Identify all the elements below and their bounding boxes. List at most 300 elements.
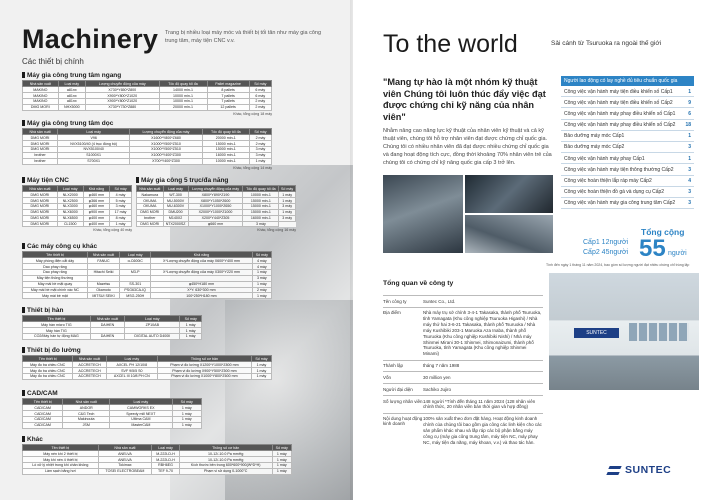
table-cell: 10000 min-1: [243, 192, 279, 198]
table-cell: 17 máy: [110, 209, 132, 215]
total-unit: người: [668, 250, 687, 257]
table-cell: 1 máy: [272, 468, 291, 474]
table-row: [23, 221, 132, 227]
company-info-value: 148 người *Tính đến tháng 11 năm 2024 (128 nhân viên chính thức, 20 nhân viên bán thời gian và hợp đồng): [423, 398, 536, 410]
table-cell: 16000 min-1: [243, 215, 279, 221]
table-header-cell: Số máy: [249, 81, 271, 87]
table-cell: DMG MORI: [23, 135, 58, 141]
qualification-label: Công việc hoàn thiện lắp ráp máy Cấp2: [564, 178, 652, 184]
table-cell: CAD/CAM: [23, 416, 63, 422]
table-cell: PSG63CA-IQ: [120, 287, 151, 293]
table-cell: ACCRETECH: [73, 373, 106, 379]
table-cell: X200*Y440*Z305: [188, 215, 243, 221]
company-info-row: [383, 395, 543, 413]
table-cell: DMG MORI: [23, 209, 58, 215]
qualification-label: Công việc vận hành máy tiện điều khiển số Cấp2: [564, 99, 673, 106]
table-cell: DMG MORI: [23, 192, 58, 198]
left-header: [22, 24, 158, 66]
table-cell: MU-6300V: [163, 203, 188, 209]
table-cell: 1 máy: [251, 373, 271, 379]
table-cell: DMG MORI: [23, 104, 59, 110]
table-cell: 1 máy: [252, 269, 271, 275]
company-info-key: Nội dung hoạt động kinh doanh: [383, 416, 423, 427]
qualification-label: Công việc hoàn thiện đồ gá và dụng cụ Cấp2: [564, 189, 665, 196]
table-header-cell: Số máy: [110, 186, 132, 192]
table-cell: NLX2000: [57, 192, 83, 198]
qualification-label: Công việc vận hành máy tiện thông thường Cấp2: [564, 166, 674, 173]
qualification-count: 18: [685, 122, 691, 129]
qualification-count: 3: [688, 166, 691, 173]
table-cell: MSG-250H: [120, 293, 151, 299]
section-title: CAD/CAM: [22, 390, 202, 397]
table-header-cell: Nhà sản xuất: [98, 445, 152, 451]
building-windows: [629, 323, 689, 341]
qualification-count: 3: [688, 144, 691, 151]
qualification-count: 3: [688, 189, 691, 196]
table-cell: 15000 min-1: [202, 141, 249, 147]
qualification-item: [561, 176, 694, 187]
table-cell: CAD/CAM: [23, 411, 63, 417]
table-cell: X730*Y730*Z880: [86, 104, 160, 110]
company-info-value: tháng 7 năm 1988: [423, 363, 460, 369]
table-cell: 10000 min-1: [202, 158, 249, 164]
table-cell: φ460 mm: [83, 203, 109, 209]
table-cell: SS-301: [120, 281, 151, 287]
table-cell: 1 máy: [279, 192, 296, 198]
right-page: [353, 0, 706, 500]
table-cell: a81nx: [58, 98, 85, 104]
table-cell: 1 máy: [180, 333, 202, 339]
table-cell: Phạm vi đo lường X1200*Y1000*Z800 mm: [157, 362, 251, 368]
table-cell: 1 máy: [180, 322, 202, 328]
table-cell: α-C600iC: [120, 258, 151, 264]
qualification-item: [561, 164, 694, 175]
section-measurement: [22, 347, 272, 380]
table-cell: Dao phay răng: [23, 264, 88, 270]
workshop-photos: [383, 175, 553, 253]
table-header-cell: Thông số cơ bản: [157, 356, 251, 362]
table-cell: 1 máy: [279, 198, 296, 204]
qualification-count: 1: [688, 155, 691, 162]
table-header-cell: Nhà sản xuất: [87, 252, 119, 258]
table-cell: Máy hàn TIG: [23, 328, 91, 334]
suntec-logo-text: SUNTEC: [625, 464, 672, 476]
table-cell: M140X2: [163, 215, 188, 221]
section-cnc-lathe: [22, 177, 132, 232]
table-cell: Phạm vi đo lường X1000*Y800*Z600 mm: [157, 373, 251, 379]
table-cell: 3 máy: [279, 215, 296, 221]
table-cell: 3 máy: [249, 146, 271, 152]
table-cell: DMG MORI: [137, 209, 164, 215]
table-cell: 1 máy: [251, 362, 271, 368]
table-cell: DMG MORI: [23, 221, 58, 227]
section-welding: [22, 307, 202, 340]
table-cell: NVX5100/40 (4 trục đồng bộ): [58, 141, 130, 147]
table-cell: Máy đo ba chiều CNC: [23, 373, 73, 379]
table-cell: 1 máy: [272, 451, 291, 457]
table-row: [23, 333, 202, 339]
table-cell: 1 máy: [272, 457, 291, 463]
table-cell: DMG MORI: [23, 198, 58, 204]
qualification-item: [561, 86, 694, 97]
table-cell: ZP10AB: [125, 322, 180, 328]
table-cell: CAD/CAM: [23, 422, 63, 428]
table-cell: Máy hàn micro TIG: [23, 322, 91, 328]
table-cell: 16000 min-1: [202, 152, 249, 158]
company-building-photo: [549, 273, 699, 390]
table-cell: NLX6000: [57, 209, 83, 215]
table-cell: 20000 min-1: [159, 104, 207, 110]
table-cell: 1 máy: [172, 422, 201, 428]
building-sign: SUNTEC: [574, 328, 619, 338]
table-cell: φ450*H180 mm: [151, 281, 252, 287]
table-header-cell: Lượng chuyển động của máy: [130, 129, 202, 135]
table-cell: DIGITAL AUTO D400II: [125, 333, 180, 339]
equipment-table: [22, 398, 202, 429]
table-cell: 10000 min-1: [159, 98, 207, 104]
table-cell: 7 pallets: [207, 93, 249, 99]
table-cell: MAKINO: [23, 87, 59, 93]
total-label: Tổng cộng: [641, 227, 685, 237]
table-cell: X1600*Y800*Z680: [130, 135, 202, 141]
table-cell: OKUMA: [137, 198, 164, 204]
table-header-cell: Nhà sản xuất: [23, 186, 58, 192]
table-cell: X730*Y650*Z800: [86, 87, 160, 93]
equipment-table: [22, 315, 202, 340]
table-cell: NLX3000: [57, 203, 83, 209]
table-header-cell: Loại máy: [120, 252, 151, 258]
table-cell: MAKINO: [23, 93, 59, 99]
table-header-cell: Số máy: [172, 399, 201, 405]
company-info-row: [383, 307, 543, 360]
table-cell: M-222LD-H: [152, 457, 180, 463]
table-cell: 15000 min-1: [243, 203, 279, 209]
table-cell: AXCEL PH 12/10/8: [106, 362, 157, 368]
qualification-count: 4: [688, 178, 691, 184]
table-header-cell: Thông số cơ bản: [179, 445, 272, 451]
total-qualified: [561, 227, 694, 262]
table-header-cell: Tốc độ quay tối đa: [202, 129, 249, 135]
table-cell: DMG MORI: [23, 141, 58, 147]
table-cell: a81nx: [58, 93, 85, 99]
table-cell: Phạm vi đo lường X900*Y500*Z500 mm: [157, 368, 251, 374]
company-info-key: Người đại diện: [383, 386, 413, 392]
equipment-table: [22, 355, 272, 380]
table-cell: X1000*Y500*Z510: [130, 146, 202, 152]
table-cell: C&G Tech: [63, 411, 110, 417]
qualification-count: 1: [688, 88, 691, 95]
table-cell: MasterCAM: [110, 422, 172, 428]
table-cell: CL1500: [57, 221, 83, 227]
table-cell: ACCRETECH: [73, 368, 106, 374]
qualification-item: [561, 108, 694, 119]
equipment-table: [22, 128, 272, 165]
table-cell: 1 máy: [180, 328, 202, 334]
qualification-item: [561, 198, 694, 209]
qualification-label: Bảo dưỡng máy móc Cấp1: [564, 133, 625, 140]
table-cell: CAD/CAM: [23, 405, 63, 411]
table-cell: NVX5100/40: [58, 146, 130, 152]
table-cell: 1 máy: [172, 405, 201, 411]
right-subtitle: Sải cánh từ Tsuruoka ra ngoài thế giới: [551, 40, 662, 47]
table-cell: Phạm vi sử dụng 0-1000°C: [179, 468, 272, 474]
table-cell: FANUC: [87, 258, 119, 264]
table-cell: 8 pallets: [207, 87, 249, 93]
table-cell: Máy phóng điện cắt dây: [23, 258, 88, 264]
table-header-cell: Nhà sản xuất: [23, 129, 58, 135]
page-title: Machinery: [22, 24, 159, 54]
as-of-note: Tính đến ngày 1 tháng 11 năm 2024, bao gồm số lượng người đạt nhiều chứng chỉ trùng lặp: [546, 263, 690, 267]
table-cell: 5 máy: [110, 198, 132, 204]
table-cell: 4 máy: [110, 192, 132, 198]
table-cell: 12 pallets: [207, 104, 249, 110]
section-note: Khác, tổng cộng 16 máy: [257, 228, 296, 233]
table-cell: TEF 9-70: [152, 468, 180, 474]
table-cell: 3 máy: [249, 152, 271, 158]
section-title: Các máy công cụ khác: [22, 243, 272, 250]
table-cell: JSM: [63, 422, 110, 428]
table-cell: Máy nén khí 2 thiết bị: [23, 451, 99, 457]
total-level2: Cấp2 45người: [583, 249, 629, 256]
table-cell: X1000*Y1000*Z650: [188, 203, 243, 209]
photo-machining: [465, 175, 553, 213]
table-cell: φ366 mm: [83, 198, 109, 204]
table-cell: V96: [58, 135, 130, 141]
table-row: [23, 468, 292, 474]
table-cell: DMG MORI: [23, 203, 58, 209]
table-header-cell: Nhà sản xuất: [137, 186, 164, 192]
section-title: Thiết bị hàn: [22, 307, 202, 314]
section-cadcam: [22, 390, 202, 429]
table-header-cell: Pallet magazine: [207, 81, 249, 87]
table-header-cell: Số máy: [180, 316, 202, 322]
table-cell: a81nx: [58, 87, 85, 93]
qualification-label: Công việc vận hành máy tiện điều khiển số Cấp1: [564, 88, 673, 95]
equipment-table: [136, 185, 296, 227]
table-cell: 15000 min-1: [202, 146, 249, 152]
table-header-cell: Loại máy: [58, 129, 130, 135]
table-cell: 2 máy: [249, 135, 271, 141]
table-cell: 1 máy: [110, 221, 132, 227]
table-cell: brother: [137, 215, 164, 221]
table-cell: Lò xử lý nhiệt trong khí chân không: [23, 462, 99, 468]
section-title: Máy tiện CNC: [22, 177, 132, 184]
qualification-count: 6: [688, 110, 691, 117]
table-cell: 20000 min-1: [202, 135, 249, 141]
table-cell: 3 máy: [279, 203, 296, 209]
table-cell: X*Y: 630*300 mm: [151, 287, 252, 293]
company-info-row: [383, 295, 543, 307]
table-cell: DAIHEN: [90, 333, 124, 339]
table-cell: 10-12/-10.0 Pa mmHg: [179, 457, 272, 463]
qualification-list: [561, 76, 694, 209]
table-cell: 8 máy: [110, 215, 132, 221]
qualification-label: Công việc vận hành máy phay Cấp1: [564, 155, 645, 162]
table-cell: brother: [23, 152, 58, 158]
table-cell: 3 máy: [110, 203, 132, 209]
table-cell: 6 máy: [249, 87, 271, 93]
table-cell: Hitachi Seiki: [87, 269, 119, 275]
table-cell: X1000*Y400*Z300: [130, 152, 202, 158]
section-title: Máy gia công trung tâm ngang: [22, 72, 272, 79]
company-overview-title: Tổng quan về công ty: [383, 280, 454, 287]
table-cell: X1000*Y500*Z510: [130, 141, 202, 147]
table-header-cell: Số máy: [252, 252, 271, 258]
suntec-logo-mark-icon: [607, 466, 622, 475]
qualification-label: Công việc vận hành máy phay điều khiển số Cấp2: [564, 122, 676, 129]
table-cell: DMG MORI: [137, 221, 164, 227]
total-level1: Cấp1 12người: [583, 239, 629, 246]
company-info-value: 100% sản xuất theo đơn đặt hàng. Hoạt động kinh doanh chính của chúng tôi bao gồm gia công các linh kiện cho các sản phẩm khác nhau và lắp ráp các bộ phận bằng máy công cụ (máy gia công trung tâm, máy tiện NC, máy phay NC, máy tiện đa năng, máy khoan, v.v.) và thao tác hàn.: [423, 416, 542, 445]
table-cell: 1 máy: [172, 411, 201, 417]
table-cell: MU-5000V: [163, 198, 188, 204]
table-cell: OKUMA: [137, 203, 164, 209]
table-cell: Speedy mill NEXT: [110, 411, 172, 417]
section-title: Máy gia công trung tâm dọc: [22, 120, 272, 127]
table-cell: Mazetsu: [87, 281, 119, 287]
company-info-key: Số lượng nhân viên: [383, 398, 423, 404]
table-cell: X*Lượng chuyển động của máy X300*Y220 mm: [151, 269, 252, 275]
table-header-cell: Số máy: [272, 445, 291, 451]
table-header-cell: Khả năng: [151, 252, 252, 258]
table-cell: 15000 min-1: [243, 209, 279, 215]
table-cell: Máy khí nén 4 thiết bị: [23, 457, 99, 463]
company-info-value: Suntec Co., Ltd.: [423, 298, 456, 304]
table-cell: X900*Y800*Z1020: [86, 93, 160, 99]
table-cell: 3 máy: [252, 275, 271, 281]
table-header-cell: Loại máy: [57, 186, 83, 192]
table-cell: X700*Y400*Z300: [130, 158, 202, 164]
table-cell: 3 máy: [243, 221, 279, 227]
table-cell: Máy mài bề mặt quay: [23, 281, 88, 287]
table-cell: S1000X1: [58, 152, 130, 158]
section-note: Khác, tổng cộng 40 máy: [93, 228, 132, 233]
table-cell: 2 máy: [252, 287, 271, 293]
table-cell: NHX5000: [58, 104, 85, 110]
table-cell: NLX6500: [57, 215, 83, 221]
company-info-row: [383, 383, 543, 395]
quote-heading: "Mang tự hào là một nhóm kỹ thuật viên Chúng tôi luôn thúc đẩy việc đạt được chứng chỉ kỹ năng của nhân viên": [383, 77, 546, 122]
table-cell: φ460 mm: [83, 192, 109, 198]
table-cell: MITSUI SEIKI: [87, 293, 119, 299]
table-cell: ANDOR: [63, 405, 110, 411]
page-subtitle: Các thiết bị chính: [22, 57, 84, 66]
table-header-cell: Nhà sản xuất: [23, 81, 59, 87]
section-machining-center-horizontal: [22, 72, 272, 116]
table-cell: ANELVA: [98, 457, 152, 463]
qualification-count: 9: [688, 99, 691, 106]
company-info-value: 30 million yen: [423, 374, 451, 380]
photo-worker-machine: [383, 175, 463, 253]
table-cell: Máy đo ba chiều CNC: [23, 362, 73, 368]
table-cell: X2000*Y1000*Z1000: [188, 209, 243, 215]
table-cell: Máy mài bề mặt: [23, 293, 88, 299]
table-cell: 100*250*H180 mm: [151, 293, 252, 299]
section-others: [22, 436, 292, 475]
table-cell: M-222LD-H: [152, 451, 180, 457]
table-cell: 7 pallets: [207, 98, 249, 104]
table-cell: DMG MORI: [23, 146, 58, 152]
equipment-table: [22, 444, 292, 475]
table-header-cell: Nhà sản xuất: [90, 316, 124, 322]
photo-part: [465, 215, 553, 253]
table-cell: Kích thước bên trong 600*600*900(W*D*H): [179, 462, 272, 468]
qualification-item: [561, 187, 694, 198]
table-cell: M3-P: [120, 269, 151, 275]
table-header-cell: Lượng chuyển động của máy: [188, 186, 243, 192]
company-overview: [383, 280, 543, 448]
qualification-item: [561, 97, 694, 108]
table-cell: DMG MORI: [23, 215, 58, 221]
table-header-cell: Tên thiết bị: [23, 399, 63, 405]
section-other-tools: [22, 243, 272, 299]
table-row: [23, 158, 272, 164]
company-info-row: [383, 371, 543, 383]
table-cell: 1 máy: [272, 462, 291, 468]
table-header-cell: Loại máy: [125, 316, 180, 322]
table-cell: WT-300: [163, 192, 188, 198]
qualification-label: Công việc vận hành máy phay điều khiển số Cấp1: [564, 110, 676, 117]
section-title: Máy gia công 5 trục/đa năng: [136, 177, 296, 184]
table-cell: X800*Y1050*Z600: [188, 198, 243, 204]
table-cell: Ultima CAM: [110, 416, 172, 422]
table-cell: φ900 mm: [83, 209, 109, 215]
page-description: Trang bị nhiều loại máy móc và thiết bị tối tân như máy gia công trung tâm, máy tiện CNC v.v.: [165, 30, 322, 44]
table-cell: Máy tiện thông thường: [23, 275, 88, 281]
company-info-row: [383, 413, 543, 448]
qualification-count: 1: [688, 133, 691, 140]
section-multi-axis: [136, 177, 296, 232]
table-header-cell: Tên thiết bị: [23, 445, 99, 451]
equipment-table: [22, 251, 272, 299]
qualification-item: [561, 142, 694, 153]
table-cell: 15000 min-1: [243, 198, 279, 204]
company-info-value: Sachiko Jujiro: [423, 386, 452, 392]
table-cell: S700X1: [58, 158, 130, 164]
qualification-header: Người lao động có lay nghề đủ tiêu chuẩn quốc gia: [561, 76, 694, 86]
table-cell: CO2/Máy hàn tự động MAG: [23, 333, 91, 339]
qualification-item: [561, 120, 694, 131]
table-cell: brother: [23, 158, 58, 164]
table-cell: 1 máy: [249, 158, 271, 164]
qualification-label: Bảo dưỡng máy móc Cấp2: [564, 144, 625, 151]
table-header-cell: Nhà sản xuất: [63, 399, 110, 405]
table-cell: X900*Y800*Z1020: [86, 98, 160, 104]
table-row: [137, 221, 296, 227]
table-cell: 2 máy: [249, 104, 271, 110]
table-cell: Nakamura: [137, 192, 164, 198]
table-header-cell: Số máy: [279, 186, 296, 192]
table-cell: 4 máy: [252, 258, 271, 264]
table-cell: DAIHEN: [90, 322, 124, 328]
qualification-item: [561, 153, 694, 164]
table-cell: SVF 9/5/5 S0: [106, 368, 157, 374]
table-header-cell: Nhà sản xuất: [73, 356, 106, 362]
table-cell: 6 máy: [249, 93, 271, 99]
company-info-key: Vốn: [383, 374, 392, 380]
section-note: Khác, tổng cộng 14 máy: [233, 165, 272, 170]
table-cell: φ400 mm: [83, 221, 109, 227]
table-cell: MAKINO: [23, 98, 59, 104]
table-cell: X800*Y890*Z190: [188, 192, 243, 198]
section-title: Thiết bị đo lường: [22, 347, 272, 354]
table-cell: NLX2500: [57, 198, 83, 204]
table-header-cell: Loại máy: [110, 399, 172, 405]
table-cell: 10000 min-1: [159, 93, 207, 99]
table-cell: ACCRETECH: [73, 362, 106, 368]
table-header-cell: Tên thiết bị: [23, 316, 91, 322]
table-header-cell: Số máy: [249, 129, 271, 135]
